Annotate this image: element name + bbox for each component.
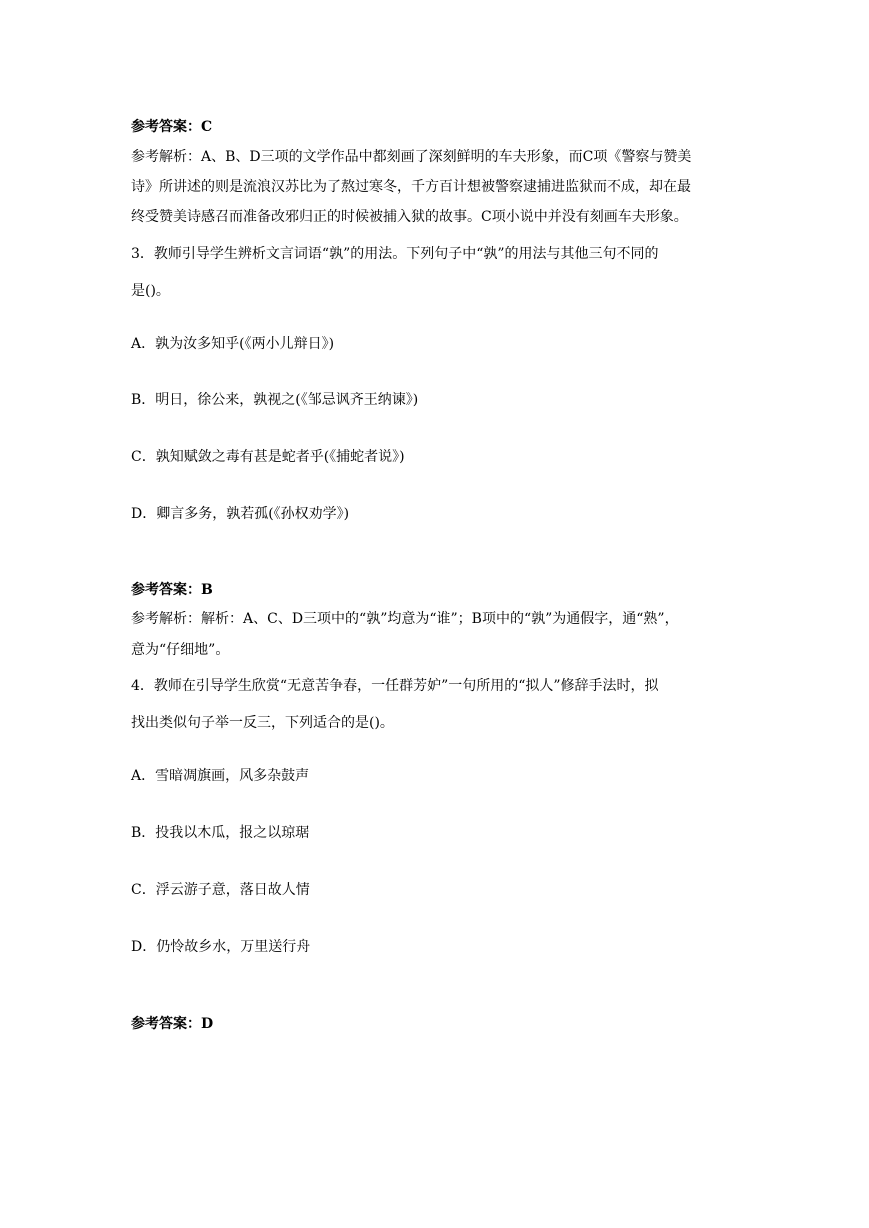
analysis-c-line-2: 诗》所讲述的则是流浪汉苏比为了熬过寒冬，千方百计想被警察逮捕进监狱而不成，却在最 xyxy=(131,179,691,195)
analysis-b-line-1: 参考解析：解析：A、C、D三项中的“孰”均意为“谁”；B项中的“孰”为通假字，通“熟”， xyxy=(131,611,679,627)
question-3-option-b: B．明日，徐公来，孰视之(《邹忌讽齐王纳谏》) xyxy=(131,392,419,408)
question-4-option-c: C．浮云游子意，落日故人情 xyxy=(131,882,310,898)
question-3-option-d: D．卿言多务，孰若孤(《孙权劝学》) xyxy=(131,506,350,522)
question-3-line-1: 3．教师引导学生辨析文言词语“孰”的用法。下列句子中“孰”的用法与其他三句不同的 xyxy=(131,246,659,262)
question-3-option-a: A．孰为汝多知乎(《两小儿辩日》) xyxy=(131,336,335,352)
answer-c: 参考答案：C xyxy=(131,119,213,135)
question-3-option-c: C．孰知赋敛之毒有甚是蛇者乎(《捕蛇者说》) xyxy=(131,449,405,465)
analysis-c-line-3: 终受赞美诗感召而准备改邪归正的时候被捕入狱的故事。C项小说中并没有刻画车夫形象。 xyxy=(131,209,688,225)
question-4-option-a: A．雪暗凋旗画，风多杂鼓声 xyxy=(131,768,310,784)
question-4-option-d: D．仍怜故乡水，万里送行舟 xyxy=(131,939,311,955)
question-4-line-1: 4．教师在引导学生欣赏“无意苦争春，一任群芳妒”一句所用的“拟人”修辞手法时，拟 xyxy=(131,678,659,694)
answer-b: 参考答案：B xyxy=(131,582,213,598)
analysis-c-line-1: 参考解析：A、B、D三项的文学作品中都刻画了深刻鲜明的车夫形象，而C项《警察与赞美 xyxy=(131,149,692,165)
question-3-line-2: 是()。 xyxy=(131,283,170,299)
question-4-line-2: 找出类似句子举一反三，下列适合的是()。 xyxy=(131,715,394,731)
answer-d: 参考答案：D xyxy=(131,1016,214,1032)
question-4-option-b: B．投我以木瓜，报之以琼琚 xyxy=(131,825,310,841)
analysis-b-line-2: 意为“仔细地”。 xyxy=(131,642,230,658)
